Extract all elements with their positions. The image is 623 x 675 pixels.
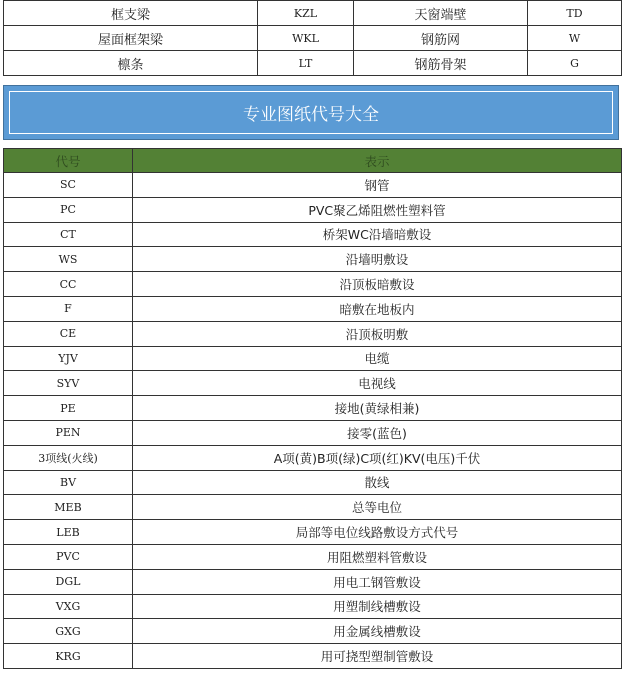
meaning-cell: A项(黄)B项(绿)C项(红)KV(电压)千伏 — [133, 445, 622, 470]
table-row — [4, 371, 622, 396]
table-row — [4, 321, 622, 346]
table-row — [4, 272, 622, 297]
table-row — [4, 644, 622, 669]
code-cell: PE — [4, 396, 133, 421]
meaning-cell: 用塑制线槽敷设 — [133, 594, 622, 619]
table-row — [4, 569, 622, 594]
code-cell: CE — [4, 321, 133, 346]
column-header-meaning: 表示 — [133, 149, 622, 173]
code-cell: WS — [4, 247, 133, 272]
top-table-body — [4, 1, 622, 76]
meaning-cell: 沿顶板明敷 — [133, 321, 622, 346]
table-row — [4, 346, 622, 371]
meaning-cell: 电缆 — [133, 346, 622, 371]
meaning-cell: 用电工钢管敷设 — [133, 569, 622, 594]
code-cell: SC — [4, 173, 133, 198]
meaning-cell: 总等电位 — [133, 495, 622, 520]
table-cell: 檩条 — [4, 51, 258, 76]
meaning-cell: 电视线 — [133, 371, 622, 396]
table-cell: 钢筋网 — [354, 26, 528, 51]
code-cell: CC — [4, 272, 133, 297]
table-row — [4, 296, 622, 321]
table-cell: WKL — [258, 26, 354, 51]
code-cell: DGL — [4, 569, 133, 594]
meaning-cell: 沿墙明敷设 — [133, 247, 622, 272]
table-cell: G — [528, 51, 622, 76]
code-cell: BV — [4, 470, 133, 495]
code-cell: CT — [4, 222, 133, 247]
meaning-cell: PVC聚乙烯阻燃性塑料管 — [133, 197, 622, 222]
table-row — [4, 544, 622, 569]
code-cell: PVC — [4, 544, 133, 569]
code-cell: SYV — [4, 371, 133, 396]
section-banner — [3, 85, 619, 140]
code-cell: PC — [4, 197, 133, 222]
table-row — [4, 26, 622, 51]
table-cell: LT — [258, 51, 354, 76]
top-code-table — [3, 0, 622, 76]
table-cell: 天窗端壁 — [354, 1, 528, 26]
meaning-cell: 钢管 — [133, 173, 622, 198]
table-row — [4, 222, 622, 247]
table-cell: 屋面框架梁 — [4, 26, 258, 51]
code-cell: LEB — [4, 520, 133, 545]
code-cell: VXG — [4, 594, 133, 619]
column-header-code: 代号 — [4, 149, 133, 173]
table-cell: KZL — [258, 1, 354, 26]
table-header-row — [4, 149, 622, 173]
meaning-cell: 散线 — [133, 470, 622, 495]
code-cell: YJV — [4, 346, 133, 371]
main-table-body — [4, 149, 622, 669]
meaning-cell: 桥架WC沿墙暗敷设 — [133, 222, 622, 247]
table-row — [4, 445, 622, 470]
table-cell: 框支梁 — [4, 1, 258, 26]
table-row — [4, 619, 622, 644]
table-row — [4, 1, 622, 26]
table-row — [4, 420, 622, 445]
meaning-cell: 局部等电位线路敷设方式代号 — [133, 520, 622, 545]
table-row — [4, 197, 622, 222]
table-row — [4, 396, 622, 421]
meaning-cell: 沿顶板暗敷设 — [133, 272, 622, 297]
table-cell: TD — [528, 1, 622, 26]
table-cell: W — [528, 26, 622, 51]
meaning-cell: 用金属线槽敷设 — [133, 619, 622, 644]
table-row — [4, 594, 622, 619]
code-cell: 3项线(火线) — [4, 445, 133, 470]
table-cell: 钢筋骨架 — [354, 51, 528, 76]
meaning-cell: 接零(蓝色) — [133, 420, 622, 445]
table-row — [4, 470, 622, 495]
code-cell: KRG — [4, 644, 133, 669]
meaning-cell: 暗敷在地板内 — [133, 296, 622, 321]
banner-title: 专业图纸代号大全 — [9, 91, 613, 134]
meaning-cell: 接地(黄绿相兼) — [133, 396, 622, 421]
code-meaning-table — [3, 148, 622, 669]
code-cell: F — [4, 296, 133, 321]
table-row — [4, 51, 622, 76]
table-row — [4, 247, 622, 272]
code-cell: MEB — [4, 495, 133, 520]
code-cell: GXG — [4, 619, 133, 644]
table-row — [4, 173, 622, 198]
table-row — [4, 495, 622, 520]
table-row — [4, 520, 622, 545]
meaning-cell: 用可挠型塑制管敷设 — [133, 644, 622, 669]
meaning-cell: 用阻燃塑料管敷设 — [133, 544, 622, 569]
code-cell: PEN — [4, 420, 133, 445]
